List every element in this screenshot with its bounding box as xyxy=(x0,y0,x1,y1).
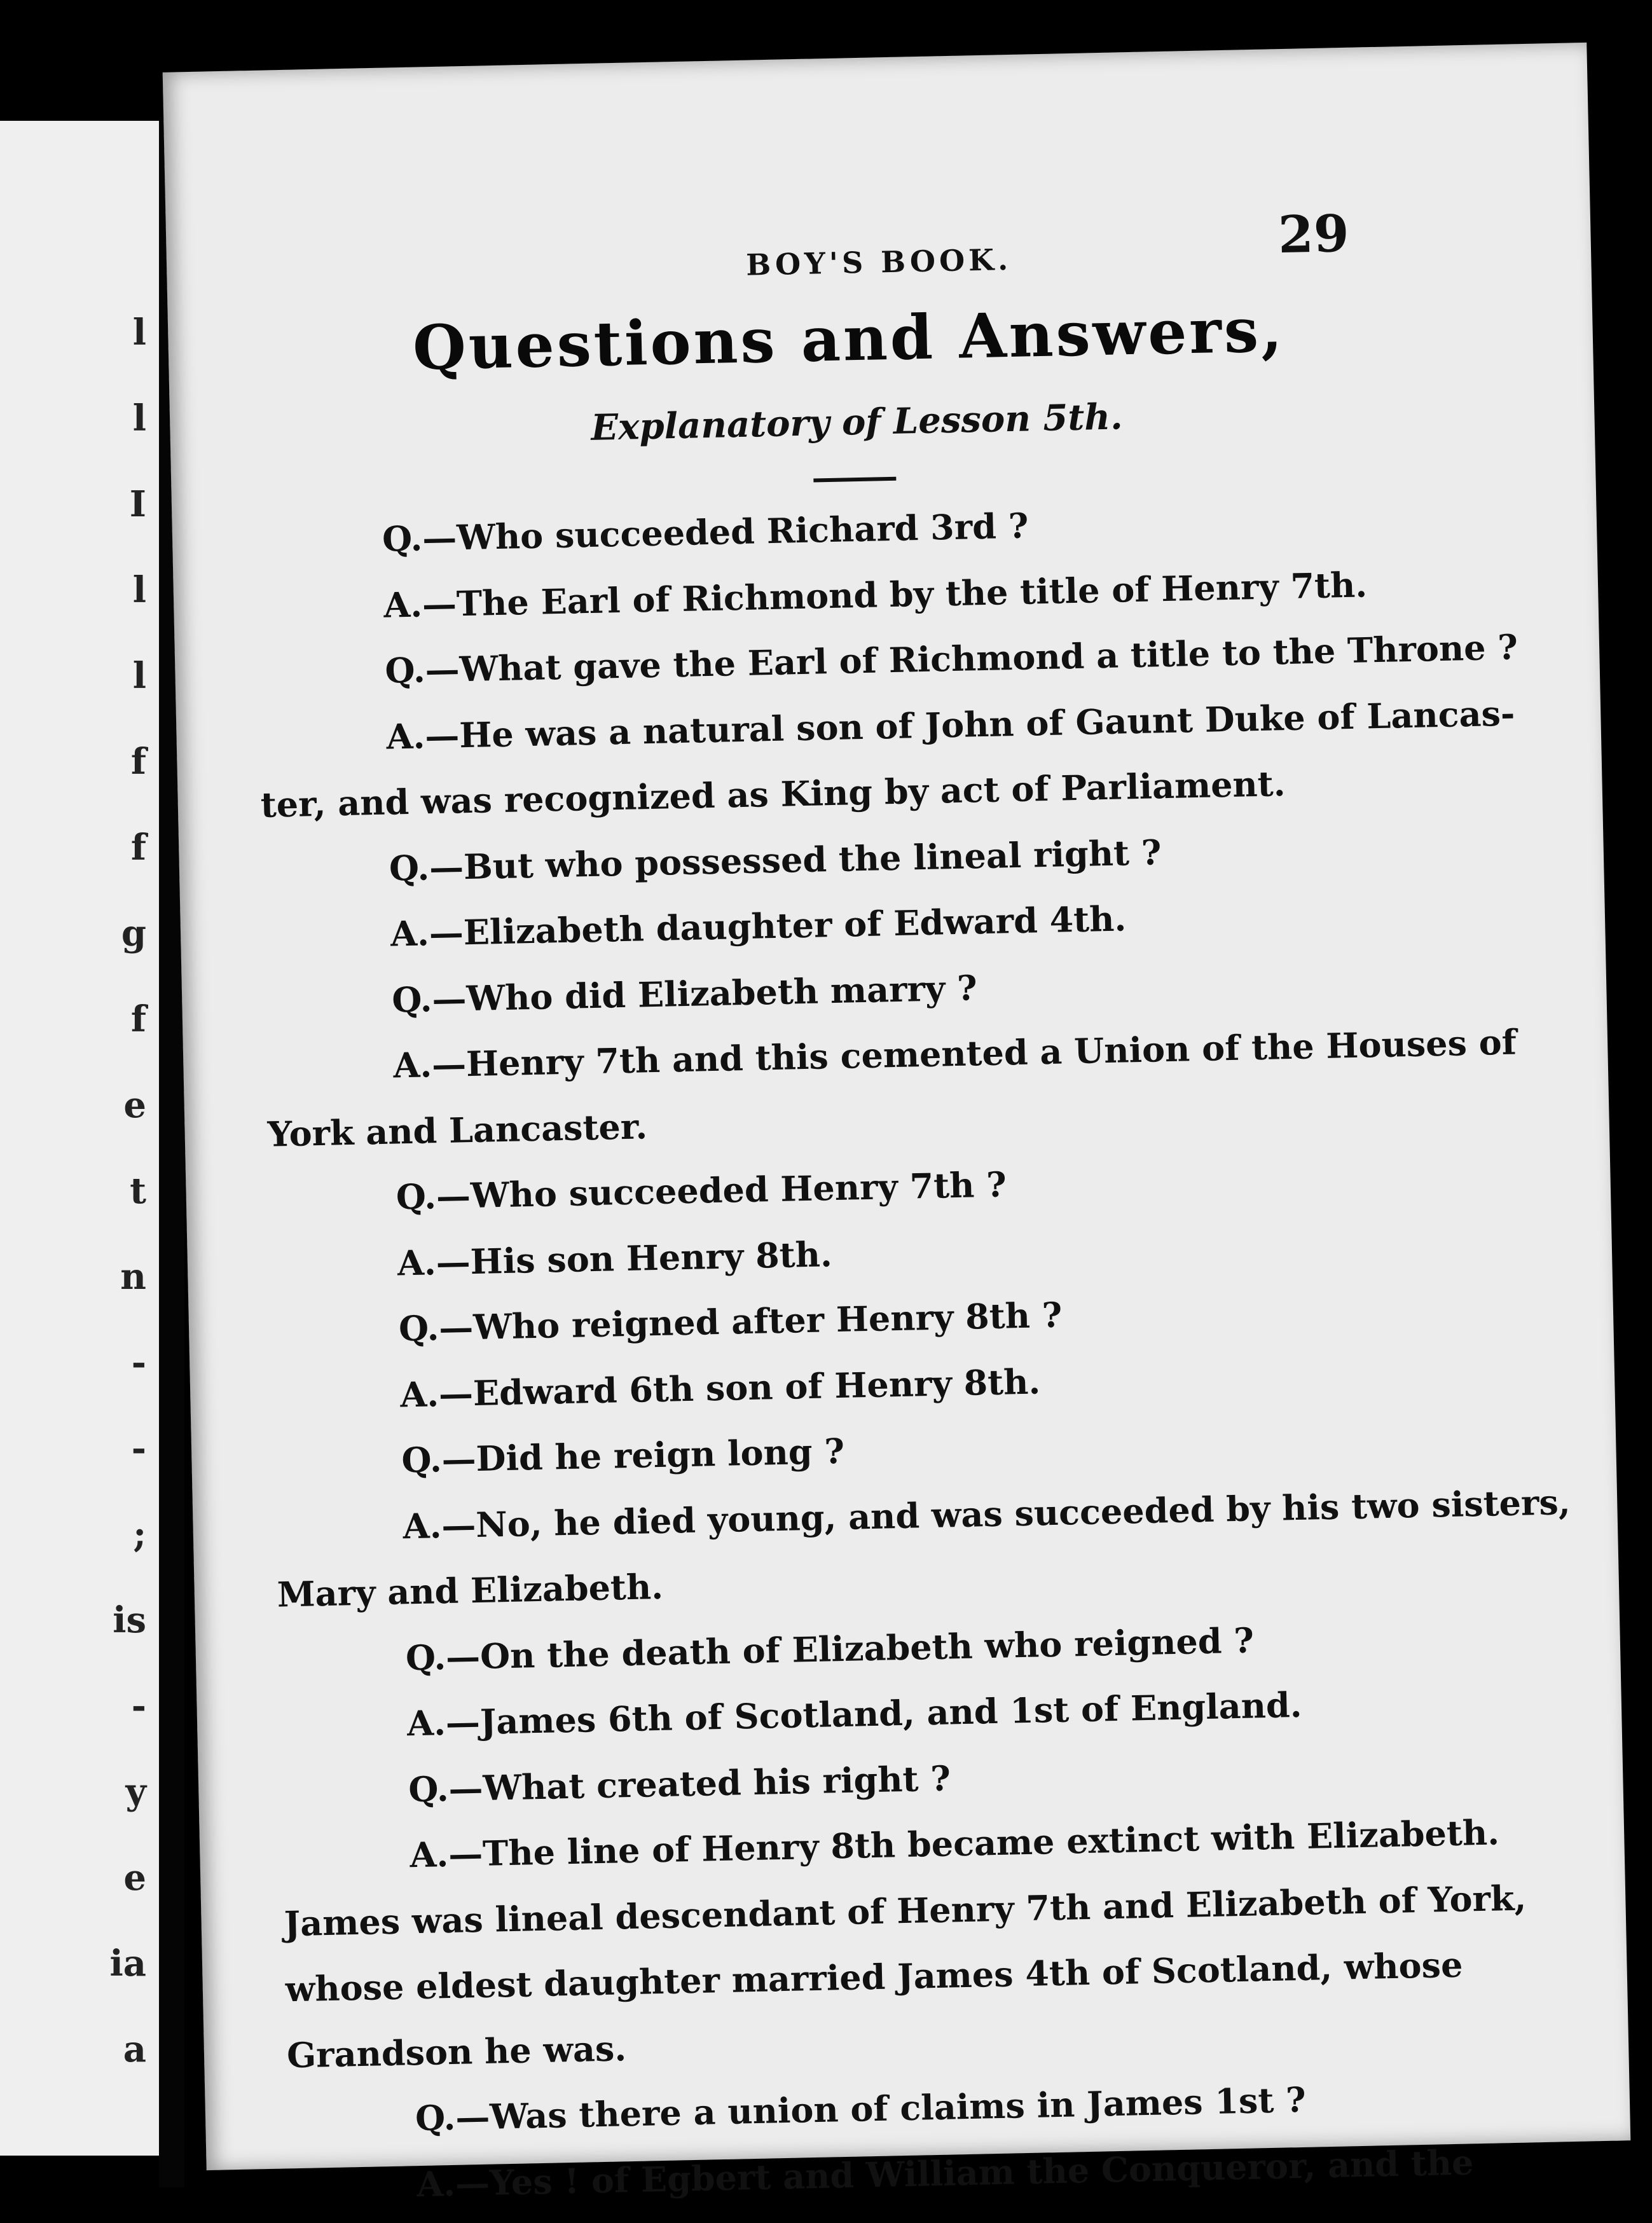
text-line: Q.—But who possessed the lineal right ? xyxy=(389,831,1162,889)
question-answer-list xyxy=(260,482,1593,2217)
text-line: A.—His son Henry 8th. xyxy=(397,1233,833,1283)
text-line: Mary and Elizabeth. xyxy=(277,1566,664,1615)
text-line: ter, and was recognized as King by act of Parliament. xyxy=(260,763,1286,825)
text-line: A.—James 6th of Scotland, and 1st of England. xyxy=(406,1684,1303,1744)
title-rule xyxy=(813,477,896,483)
text-line: Q.—Was there a union of claims in James 1st ? xyxy=(415,2079,1307,2139)
left-page-fragment: - xyxy=(131,1428,146,1469)
text-line: James was lineal descendant of Henry 7th and Elizabeth of York, xyxy=(284,1877,1527,1944)
left-page-fragment: e xyxy=(123,1084,146,1126)
text-line: A.—Yes ! of Egbert and William the Conqueror, and the xyxy=(416,2141,1474,2205)
text-line: A.—He was a natural son of John of Gaunt Duke of Lancas- xyxy=(385,692,1515,757)
previous-page-edge xyxy=(0,121,159,2156)
text-line: Q.—What created his right ? xyxy=(408,1757,951,1810)
left-page-fragment: f xyxy=(130,741,146,783)
text-line: A.—The Earl of Richmond by the title of Henry 7th. xyxy=(383,563,1368,626)
left-page-fragment: is xyxy=(113,1599,146,1641)
left-page-fragment: e xyxy=(123,1857,146,1899)
text-line: Q.—Did he reign long ? xyxy=(401,1430,845,1481)
text-line: A.—Henry 7th and this cemented a Union of the Houses of xyxy=(392,1021,1517,1086)
left-page-fragment: ia xyxy=(109,1943,146,1985)
page-title: Questions and Answers, xyxy=(412,293,1286,384)
text-line: A.—No, he died young, and was succeeded by his two sisters, xyxy=(402,1481,1571,1546)
left-page-fragment: g xyxy=(121,912,146,954)
left-page-fragment: f xyxy=(130,998,146,1040)
page-number: 29 xyxy=(1277,203,1350,265)
page-subtitle: Explanatory of Lesson 5th. xyxy=(590,396,1124,449)
text-line: Q.—What gave the Earl of Richmond a title to the Throne ? xyxy=(384,626,1518,691)
text-line: Grandson he was. xyxy=(286,2027,627,2075)
left-page-fragment: ; xyxy=(133,1513,146,1555)
left-page-fragment: n xyxy=(120,1256,146,1298)
left-page-fragment: l xyxy=(132,655,146,697)
left-page-fragment: f xyxy=(130,827,146,869)
left-page-fragment: - xyxy=(131,1342,146,1384)
left-page-fragment: t xyxy=(130,1170,146,1212)
left-page-fragment: l xyxy=(132,569,146,611)
text-line: Q.—Who succeeded Richard 3rd ? xyxy=(382,505,1029,560)
text-line: A.—The line of Henry 8th became extinct with Elizabeth. xyxy=(409,1812,1500,1876)
text-line: York and Lancaster. xyxy=(267,1105,648,1155)
book-page xyxy=(163,43,1631,2205)
left-page-fragment: - xyxy=(131,1685,146,1727)
text-line: A.—Elizabeth daughter of Edward 4th. xyxy=(390,898,1127,954)
running-head: BOY'S BOOK. xyxy=(745,242,1012,282)
text-line: Q.—On the death of Elizabeth who reigned ? xyxy=(405,1619,1255,1678)
text-line: Q.—Who did Elizabeth marry ? xyxy=(391,967,978,1021)
text-line: whose eldest daughter married James 4th of Scotland, whose xyxy=(285,1944,1463,2010)
text-line: Q.—Who succeeded Henry 7th ? xyxy=(396,1164,1007,1218)
left-page-fragment: l xyxy=(132,397,146,439)
text-line: Q.—Who reigned after Henry 8th ? xyxy=(398,1294,1063,1349)
left-page-fragment: I xyxy=(129,483,146,525)
left-page-fragment: l xyxy=(132,312,146,354)
text-line: A.—Edward 6th son of Henry 8th. xyxy=(399,1360,1041,1415)
left-page-fragment: a xyxy=(123,2028,146,2070)
left-page-fragment: y xyxy=(125,1771,146,1813)
